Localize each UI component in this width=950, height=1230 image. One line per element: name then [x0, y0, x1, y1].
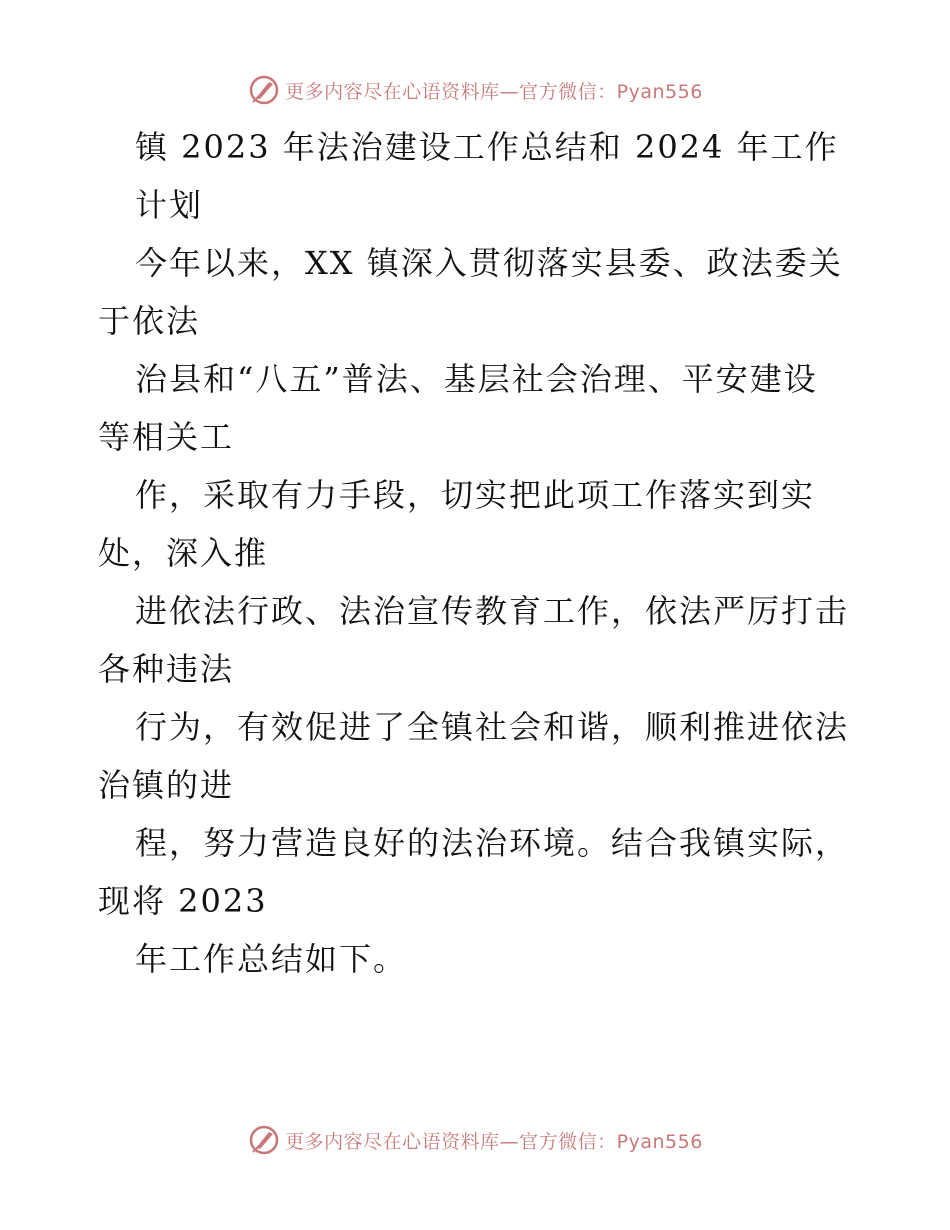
paragraph-line: 治县和“八五”普法、基层社会治理、平安建设: [135, 360, 818, 398]
paragraph-line: 进依法行政、法治宣传教育工作，依法严厉打击: [135, 592, 850, 630]
paragraph-line: 年工作总结如下。: [135, 940, 408, 978]
paragraph-line: 等相关工: [98, 418, 235, 456]
footer-watermark: [0, 1120, 950, 1160]
document-title-line-2: 计划: [135, 186, 204, 224]
paragraph-line: 处，深入推: [98, 534, 269, 572]
paragraph-line: 各种违法: [98, 650, 235, 688]
quill-pen-logo-icon: [247, 73, 281, 107]
watermark-text: 更多内容尽在心语资料库—官方微信：Pyan556: [285, 80, 703, 103]
paragraph-line: 于依法: [98, 302, 201, 340]
document-title-line-1: 镇 2023 年法治建设工作总结和 2024 年工作: [135, 128, 839, 166]
paragraph-line: 现将 2023: [98, 882, 268, 920]
watermark-text: 更多内容尽在心语资料库—官方微信：Pyan556: [285, 1130, 703, 1153]
paragraph-line: 行为，有效促进了全镇社会和谐，顺利推进依法: [135, 708, 850, 746]
paragraph-line: 程，努力营造良好的法治环境。结合我镇实际，: [135, 824, 850, 862]
header-watermark: [0, 70, 950, 110]
quill-pen-logo-icon: [247, 1123, 281, 1157]
paragraph-line: 作，采取有力手段，切实把此项工作落实到实: [135, 476, 816, 514]
paragraph-line: 今年以来，XX 镇深入贯彻落实县委、政法委关: [135, 244, 843, 282]
paragraph-line: 治镇的进: [98, 766, 235, 804]
